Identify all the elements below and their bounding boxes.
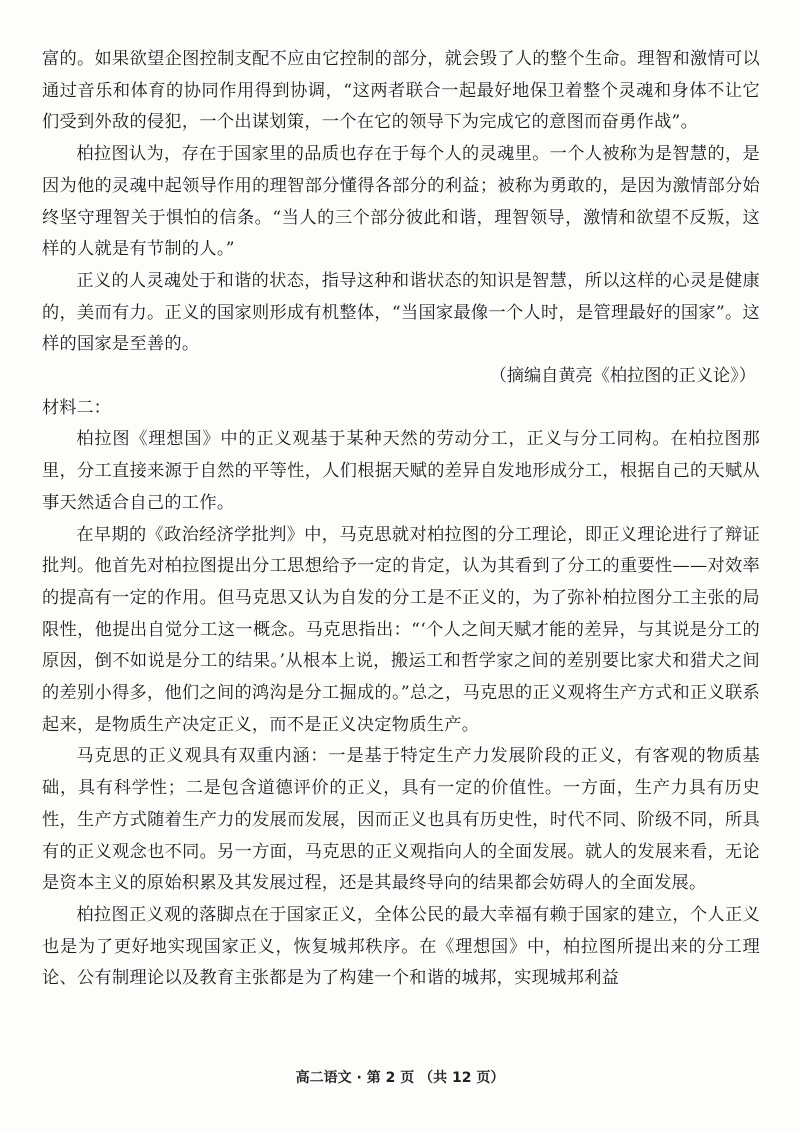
paragraph-state-justice: 柏拉图正义观的落脚点在于国家正义，全体公民的最大幸福有赖于国家的建立，个人正义也是为了更好地实现国家正义，恢复城邦秩序。在《理想国》中，柏拉图所提出来的分工理论、公有制理论以及教育主张都是为了构建一个和谐的城邦，实现城邦利益: [42, 904, 760, 989]
page-footer: 高二语文 · 第 2 页 （共 12 页）: [295, 1070, 505, 1086]
paragraph-republic-division: 柏拉图《理想国》中的正义观基于某种天然的劳动分工，正义与分工同构。在柏拉图那里，分工直接来源于自然的平等性，人们根据天赋的差异自发地形成分工，根据自己的天赋从事天然适合自己的工作。: [42, 429, 760, 513]
paragraph-just-person: 正义的人灵魂处于和谐的状态，指导这种和谐状态的知识是智慧，所以这样的心灵是健康的，美而有力。正义的国家则形成有机整体，“当国家最像一个人时，是管理最好的国家”。这样的国家是至善的。: [42, 270, 760, 355]
paragraph-plato-soul: 柏拉图认为，存在于国家里的品质也存在于每个人的灵魂里。一个人被称为是智慧的，是因为他的灵魂中起领导作用的理智部分懂得各部分的利益；被称为勇敢的，是因为激情部分始终坚守理智关于惧怕的信条。“当人的三个部分彼此和谐，理智领导，激情和欲望不反叛，这样的人就是有节制的人。”: [42, 144, 760, 260]
reading-passage: [42, 44, 760, 995]
paragraph-marx-dual-meaning: 马克思的正义观具有双重内涵：一是基于特定生产力发展阶段的正义，有客观的物质基础，具有科学性；二是包含道德评价的正义，具有一定的价值性。一方面，生产力具有历史性，生产方式随着生产力的发展而发展，因而正义也具有历史性，时代不同、阶级不同，所具有的正义观念也不同。另一方面，马克思的正义观指向人的全面发展。就人的发展来看，无论是资本主义的原始积累及其发展过程，还是其最终导向的结果都会妨碍人的全面发展。: [42, 746, 760, 894]
paragraph-marx-critique: 在早期的《政治经济学批判》中，马克思就对柏拉图的分工理论，即正义理论进行了辩证批判。他首先对柏拉图提出分工思想给予一定的肯定，认为其看到了分工的重要性——对效率的提高有一定的作用。但马克思又认为自发的分工是不正义的，为了弥补柏拉图分工主张的局限性，他提出自觉分工这一概念。马克思指出：“‘个人之间天赋才能的差异，与其说是分工的原因，倒不如说是分工的结果。’从根本上说，搬运工和哲学家之间的差别要比家犬和猎犬之间的差别小得多，他们之间的鸿沟是分工掘成的。”总之，马克思的正义观将生产方式和正义联系起来，是物质生产决定正义，而不是正义决定物质生产。: [42, 524, 760, 735]
material-two-heading: 材料二：: [42, 397, 111, 418]
source-attribution: （摘编自黄亮《柏拉图的正义论》）: [489, 366, 756, 387]
paragraph-continued: 富的。如果欲望企图控制支配不应由它控制的部分，就会毁了人的整个生命。理智和激情可以通过音乐和体育的协同作用得到协调，“这两者联合一起最好地保卫着整个灵魂和身体不让它们受到外敌的侵犯，一个出谋划策，一个在它的领导下为完成它的意图而奋勇作战”。: [42, 49, 760, 133]
